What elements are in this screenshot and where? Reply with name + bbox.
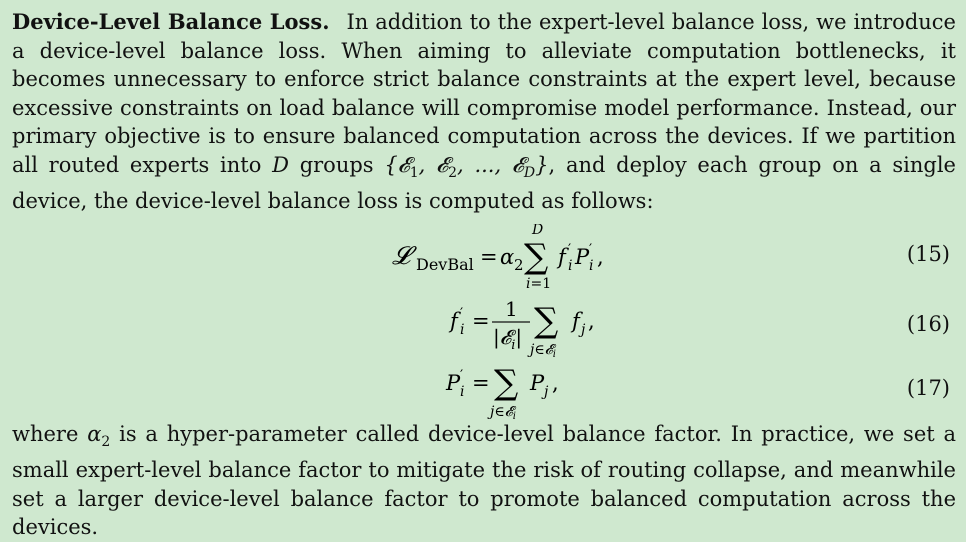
expert-groups-set: {𝓔$_1$, 𝓔$_2$, ..., 𝓔$_D$}	[384, 152, 549, 181]
equation-number: (17)	[906, 375, 950, 400]
paragraph-text: , and deploy each group on a single device, the device-level balance loss is computed as follows:	[12, 152, 956, 214]
equation-16	[12, 294, 956, 358]
svg-text:i: i	[589, 257, 594, 274]
loss-subscript: DevBal	[416, 254, 474, 274]
svg-text:,: ,	[597, 244, 604, 269]
loss-symbol: 𝓛	[392, 240, 411, 270]
svg-text:,: ,	[552, 370, 559, 395]
svg-text:f: f	[450, 308, 458, 333]
fraction-denominator: |𝓔$_i$|	[493, 324, 523, 353]
sum-symbol: ∑	[534, 300, 559, 341]
equation-block	[12, 224, 956, 420]
svg-text:f: f	[558, 244, 566, 269]
svg-text:2: 2	[514, 255, 524, 274]
svg-text:i: i	[568, 257, 573, 274]
fraction-numerator: 1	[505, 296, 518, 321]
equation-number: (16)	[906, 311, 950, 336]
svg-text:P: P	[530, 370, 545, 395]
svg-text:j: j	[581, 321, 586, 338]
svg-text:,: ,	[588, 308, 595, 333]
math-variable-alpha: $\alpha_2$	[87, 421, 111, 450]
equation-number: (15)	[906, 241, 950, 266]
sum-upper-limit: D	[532, 223, 544, 238]
svg-text:′: ′	[460, 305, 464, 322]
svg-text:=: =	[472, 308, 490, 333]
section-heading: Device-Level Balance Loss.	[12, 9, 330, 34]
equation-17-formula	[12, 358, 912, 420]
math-variable-D: D	[272, 152, 289, 177]
equation-16-formula	[12, 294, 912, 358]
svg-text:=: =	[472, 370, 490, 395]
svg-text:P: P	[575, 244, 590, 269]
sum-lower-limit: i=1	[526, 275, 552, 292]
svg-text:P: P	[446, 370, 461, 395]
svg-text:f: f	[572, 308, 580, 333]
paragraph-after-equations	[12, 420, 956, 542]
svg-text:i: i	[460, 383, 465, 400]
equation-15-formula	[12, 224, 912, 292]
sum-lower-limit: j∈𝓔$_i$	[490, 403, 516, 420]
equation-17	[12, 358, 956, 420]
svg-text:′: ′	[460, 367, 464, 384]
paragraph-text: groups	[299, 152, 374, 177]
sum-lower-limit: j∈𝓔$_i$	[530, 341, 556, 358]
sum-symbol: ∑	[494, 362, 519, 403]
sum-symbol: ∑	[524, 236, 549, 277]
alpha-symbol: α	[500, 244, 515, 269]
paragraph-text: where	[12, 421, 79, 446]
svg-text:=: =	[480, 244, 498, 269]
paragraph-text: is a hyper-parameter called device-level balance factor. In practice, we set a small expert-level balance factor to mitigate the risk of routing collapse, and meanwhile set a larger device-level balance factor to promote balanced computation across the devices.	[12, 421, 956, 540]
paragraph-device-level-balance	[12, 8, 956, 216]
equation-15	[12, 224, 956, 292]
svg-text:′: ′	[589, 241, 593, 258]
svg-text:j: j	[544, 383, 549, 400]
svg-text:′: ′	[568, 241, 572, 258]
svg-text:i: i	[460, 321, 465, 338]
paragraph-text: In addition to the expert-level balance loss, we introduce a device-level balance loss. When aiming to alleviate computation bottlenecks, it becomes unnecessary to enforce strict balance constraints at the expert level, because excessive constraints on load balance will compromise model performance. Instead, our primary objective is to ensure balanced computation across the devices. If we partition all routed experts into	[12, 10, 956, 177]
